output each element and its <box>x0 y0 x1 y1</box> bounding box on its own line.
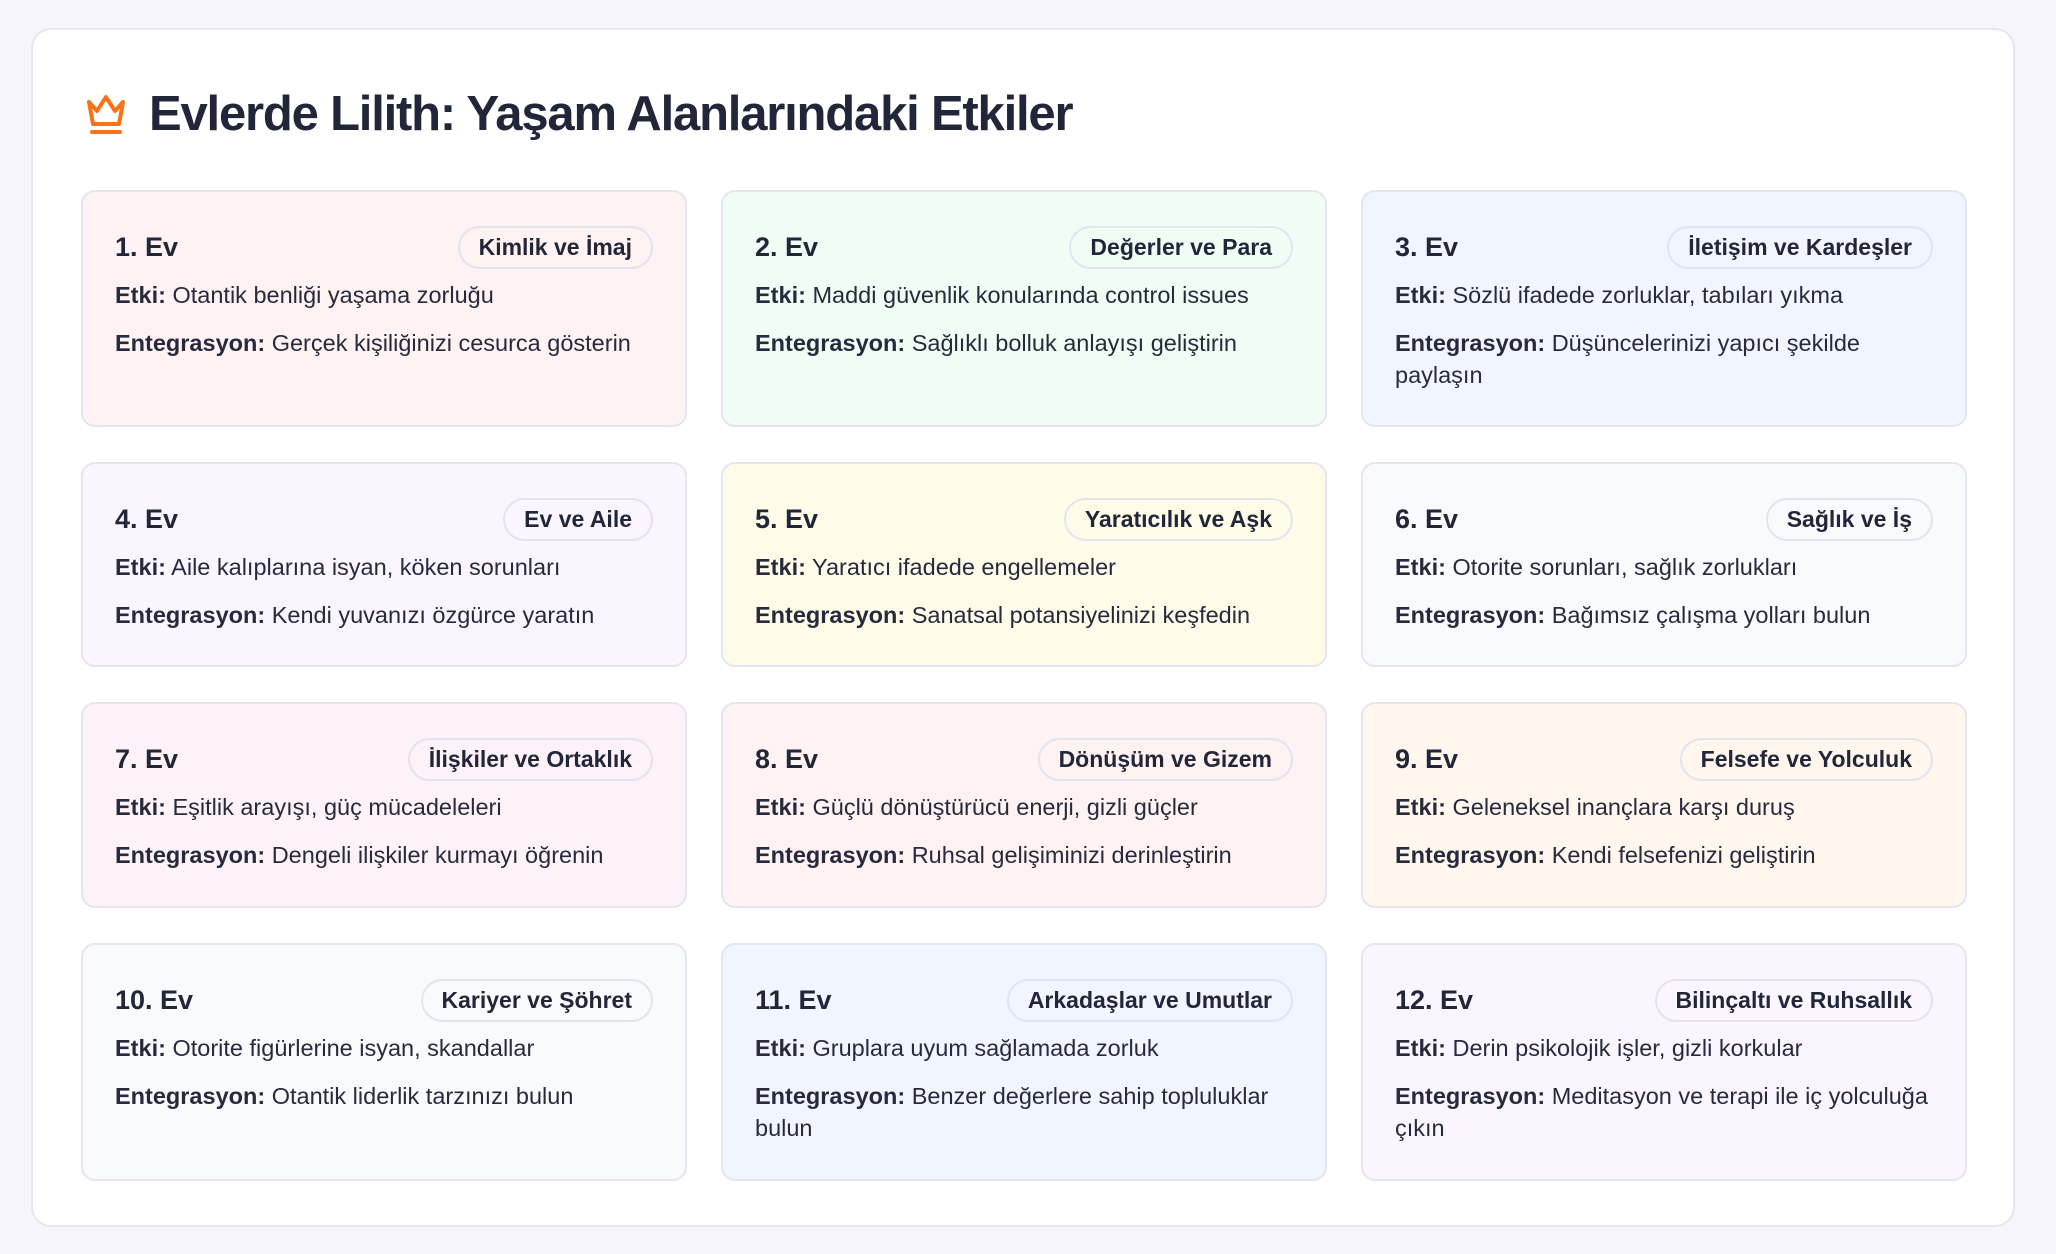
houses-grid <box>81 190 1969 1181</box>
house-card-4 <box>81 462 687 667</box>
integration-label: Entegrasyon: <box>755 330 906 356</box>
theme-badge: Kimlik ve İmaj <box>458 226 653 269</box>
integration-text: Entegrasyon: Kendi yuvanızı özgürce yaratın <box>115 602 595 628</box>
house-card-5 <box>721 462 1327 667</box>
integration-label: Entegrasyon: <box>115 842 266 868</box>
integration-text: Entegrasyon: Düşüncelerinizi yapıcı şekilde paylaşın <box>1395 330 1860 388</box>
integration-text: Entegrasyon: Bağımsız çalışma yolları bulun <box>1395 602 1871 628</box>
integration-text: Entegrasyon: Sanatsal potansiyelinizi keşfedin <box>755 602 1251 628</box>
effect-label: Etki: <box>755 1035 806 1061</box>
integration-label: Entegrasyon: <box>1395 602 1546 628</box>
effect-text: Etki: Maddi güvenlik konularında control issues <box>755 282 1249 308</box>
integration-label: Entegrasyon: <box>115 602 266 628</box>
house-number: 6. Ev <box>1395 504 1459 534</box>
theme-badge: İletişim ve Kardeşler <box>1667 226 1933 269</box>
integration-label: Entegrasyon: <box>755 602 906 628</box>
effect-label: Etki: <box>115 1035 166 1061</box>
integration-label: Entegrasyon: <box>115 330 266 356</box>
house-card-7 <box>81 702 687 908</box>
effect-label: Etki: <box>115 794 166 820</box>
effect-text: Etki: Geleneksel inançlara karşı duruş <box>1395 794 1795 820</box>
house-card-9 <box>1361 702 1967 908</box>
house-number: 4. Ev <box>115 504 179 534</box>
effect-text: Etki: Otorite figürlerine isyan, skandallar <box>115 1035 535 1061</box>
effect-label: Etki: <box>115 554 166 580</box>
house-number: 3. Ev <box>1395 232 1459 262</box>
integration-text: Entegrasyon: Benzer değerlere sahip topluluklar bulun <box>755 1083 1269 1141</box>
theme-badge: Sağlık ve İş <box>1766 498 1933 541</box>
theme-badge: Kariyer ve Şöhret <box>421 979 653 1022</box>
effect-text: Etki: Sözlü ifadede zorluklar, tabıları yıkma <box>1395 282 1844 308</box>
integration-text: Entegrasyon: Ruhsal gelişiminizi derinleştirin <box>755 842 1232 868</box>
house-number: 12. Ev <box>1395 985 1474 1015</box>
house-number: 9. Ev <box>1395 744 1459 774</box>
theme-badge: Arkadaşlar ve Umutlar <box>1007 979 1293 1022</box>
integration-text: Entegrasyon: Kendi felsefenizi geliştirin <box>1395 842 1816 868</box>
effect-text: Etki: Derin psikolojik işler, gizli korkular <box>1395 1035 1803 1061</box>
integration-label: Entegrasyon: <box>1395 842 1546 868</box>
house-number: 10. Ev <box>115 985 194 1015</box>
house-card-12 <box>1361 943 1967 1181</box>
house-card-2 <box>721 190 1327 427</box>
integration-label: Entegrasyon: <box>115 1083 266 1109</box>
integration-text: Entegrasyon: Dengeli ilişkiler kurmayı öğrenin <box>115 842 604 868</box>
theme-badge: Bilinçaltı ve Ruhsallık <box>1655 979 1933 1022</box>
integration-text: Entegrasyon: Meditasyon ve terapi ile iç yolculuğa çıkın <box>1395 1083 1928 1141</box>
effect-text: Etki: Aile kalıplarına isyan, köken sorunları <box>115 554 561 580</box>
house-card-6 <box>1361 462 1967 667</box>
effect-label: Etki: <box>1395 554 1446 580</box>
effect-label: Etki: <box>115 282 166 308</box>
effect-text: Etki: Eşitlik arayışı, güç mücadeleleri <box>115 794 502 820</box>
integration-text: Entegrasyon: Gerçek kişiliğinizi cesurca gösterin <box>115 330 631 356</box>
house-card-3 <box>1361 190 1967 427</box>
house-number: 5. Ev <box>755 504 819 534</box>
effect-text: Etki: Güçlü dönüştürücü enerji, gizli güçler <box>755 794 1198 820</box>
main-panel <box>31 28 2015 1227</box>
effect-label: Etki: <box>1395 1035 1446 1061</box>
house-card-10 <box>81 943 687 1181</box>
integration-label: Entegrasyon: <box>1395 330 1546 356</box>
theme-badge: Felsefe ve Yolculuk <box>1680 738 1933 781</box>
effect-text: Etki: Yaratıcı ifadede engellemeler <box>755 554 1116 580</box>
page-title: Evlerde Lilith: Yaşam Alanlarındaki Etkiler <box>149 87 1073 141</box>
theme-badge: Değerler ve Para <box>1069 226 1293 269</box>
integration-label: Entegrasyon: <box>755 1083 906 1109</box>
effect-label: Etki: <box>755 554 806 580</box>
integration-text: Entegrasyon: Sağlıklı bolluk anlayışı geliştirin <box>755 330 1237 356</box>
theme-badge: Ev ve Aile <box>503 498 653 541</box>
effect-label: Etki: <box>755 282 806 308</box>
effect-text: Etki: Otantik benliği yaşama zorluğu <box>115 282 494 308</box>
house-number: 8. Ev <box>755 744 819 774</box>
theme-badge: Dönüşüm ve Gizem <box>1038 738 1293 781</box>
house-number: 1. Ev <box>115 232 179 262</box>
effect-text: Etki: Gruplara uyum sağlamada zorluk <box>755 1035 1159 1061</box>
house-card-11 <box>721 943 1327 1181</box>
theme-badge: İlişkiler ve Ortaklık <box>408 738 653 781</box>
page-header <box>83 86 1072 142</box>
integration-label: Entegrasyon: <box>1395 1083 1546 1109</box>
effect-label: Etki: <box>755 794 806 820</box>
house-number: 7. Ev <box>115 744 179 774</box>
house-card-1 <box>81 190 687 427</box>
crown-icon <box>83 91 129 137</box>
integration-text: Entegrasyon: Otantik liderlik tarzınızı bulun <box>115 1083 574 1109</box>
house-card-8 <box>721 702 1327 908</box>
house-number: 11. Ev <box>755 985 832 1015</box>
effect-label: Etki: <box>1395 282 1446 308</box>
theme-badge: Yaratıcılık ve Aşk <box>1064 498 1293 541</box>
effect-label: Etki: <box>1395 794 1446 820</box>
effect-text: Etki: Otorite sorunları, sağlık zorlukları <box>1395 554 1798 580</box>
house-number: 2. Ev <box>755 232 819 262</box>
integration-label: Entegrasyon: <box>755 842 906 868</box>
